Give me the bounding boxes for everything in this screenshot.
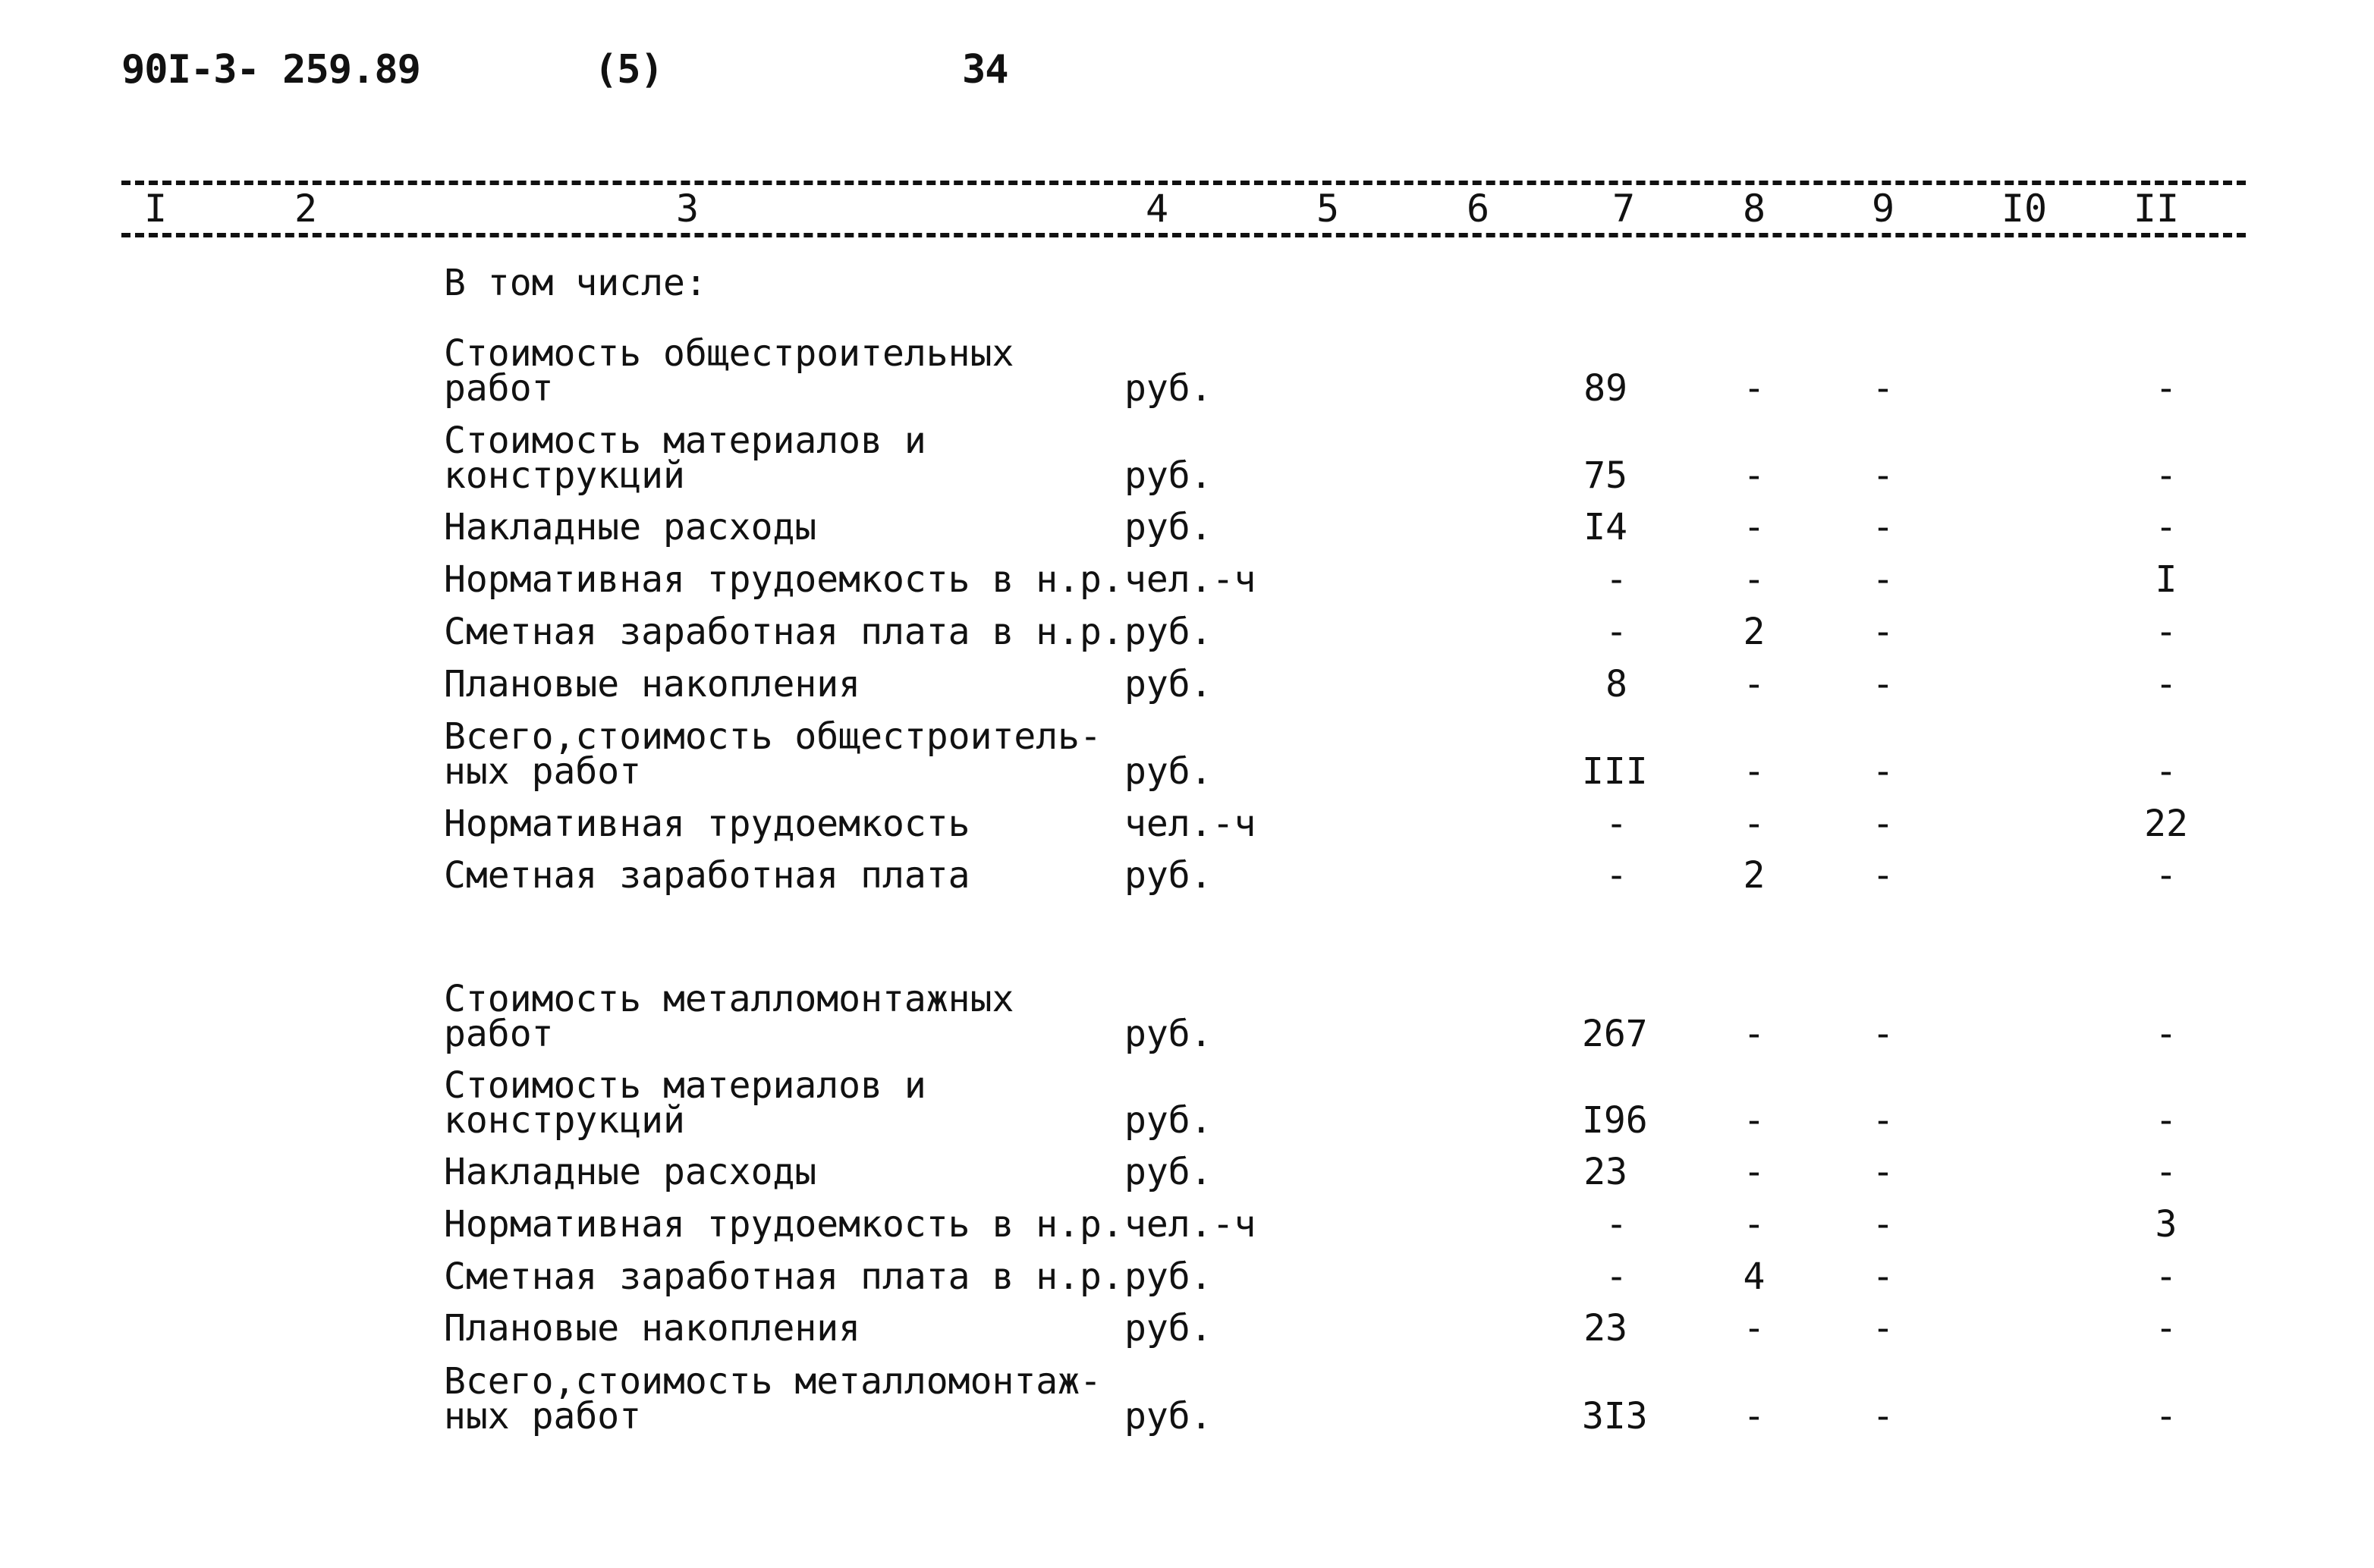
- unit-cell: руб.: [1124, 854, 1212, 897]
- item-name-line-2: Накладные расходы: [444, 506, 817, 548]
- item-name-line-1: Стоимость материалов и: [444, 1064, 926, 1107]
- col11-cell: -: [2155, 663, 2177, 705]
- item-name-line-2: работ: [444, 1013, 554, 1055]
- col9-cell: -: [1872, 1307, 1894, 1350]
- item-name-line-2: Сметная заработная плата в н.р.: [444, 1255, 1124, 1298]
- table-top-rule: [121, 181, 2246, 185]
- col11-cell: -: [2155, 367, 2177, 410]
- section-heading: В том числе:: [444, 262, 707, 304]
- col9-cell: -: [1872, 454, 1894, 497]
- col11-cell: -: [2155, 1013, 2177, 1055]
- unit-cell: руб.: [1124, 1395, 1212, 1438]
- col7-cell: -: [1605, 611, 1627, 653]
- unit-cell: руб.: [1124, 454, 1212, 497]
- col7-cell: -: [1605, 558, 1627, 601]
- col7-cell: I4: [1583, 506, 1627, 548]
- column-number: I0: [2001, 187, 2048, 231]
- unit-cell: руб.: [1124, 1151, 1212, 1193]
- col8-cell: -: [1743, 663, 1766, 705]
- item-name-line-1: Стоимость металломонтажных: [444, 978, 1014, 1020]
- item-name-line-1: Стоимость материалов и: [444, 419, 926, 462]
- col11-cell: 22: [2144, 803, 2188, 845]
- col8-cell: 2: [1743, 611, 1766, 653]
- item-name-line-2: конструкций: [444, 454, 685, 497]
- col9-cell: -: [1872, 1099, 1894, 1142]
- col8-cell: -: [1743, 1203, 1766, 1246]
- item-name-line-1: Стоимость общестроительных: [444, 332, 1014, 375]
- unit-cell: руб.: [1124, 1255, 1212, 1298]
- item-name-line-2: Нормативная трудоемкость в н.р.: [444, 558, 1124, 601]
- col7-cell: 3I3: [1582, 1395, 1648, 1438]
- col9-cell: -: [1872, 803, 1894, 845]
- col11-cell: -: [2155, 750, 2177, 793]
- col7-cell: -: [1605, 1203, 1627, 1246]
- unit-cell: чел.-ч: [1124, 1203, 1256, 1246]
- col9-cell: -: [1872, 663, 1894, 705]
- col8-cell: 2: [1743, 854, 1766, 897]
- col9-cell: -: [1872, 750, 1894, 793]
- column-number: 5: [1316, 187, 1340, 231]
- item-name-line-2: Нормативная трудоемкость: [444, 803, 970, 845]
- unit-cell: чел.-ч: [1124, 558, 1256, 601]
- col7-cell: 267: [1582, 1013, 1648, 1055]
- col8-cell: -: [1743, 1307, 1766, 1350]
- col9-cell: -: [1872, 506, 1894, 548]
- unit-cell: руб.: [1124, 663, 1212, 705]
- col7-cell: -: [1605, 854, 1627, 897]
- unit-cell: руб.: [1124, 1013, 1212, 1055]
- col9-cell: -: [1872, 558, 1894, 601]
- col7-cell: I96: [1582, 1099, 1648, 1142]
- col9-cell: -: [1872, 854, 1894, 897]
- col8-cell: -: [1743, 750, 1766, 793]
- col8-cell: -: [1743, 1395, 1766, 1438]
- col7-cell: -: [1605, 1255, 1627, 1298]
- unit-cell: чел.-ч: [1124, 803, 1256, 845]
- col9-cell: -: [1872, 1255, 1894, 1298]
- col11-cell: -: [2155, 611, 2177, 653]
- col11-cell: -: [2155, 1307, 2177, 1350]
- unit-cell: руб.: [1124, 1307, 1212, 1350]
- item-name-line-2: Сметная заработная плата в н.р.: [444, 611, 1124, 653]
- col9-cell: -: [1872, 1203, 1894, 1246]
- unit-cell: руб.: [1124, 367, 1212, 410]
- col9-cell: -: [1872, 367, 1894, 410]
- item-name-line-2: ных работ: [444, 750, 642, 793]
- unit-cell: руб.: [1124, 611, 1212, 653]
- col8-cell: 4: [1743, 1255, 1766, 1298]
- item-name-line-1: Всего,стоимость металломонтаж-: [444, 1360, 1102, 1403]
- item-name-line-2: конструкций: [444, 1099, 685, 1142]
- col8-cell: -: [1743, 506, 1766, 548]
- col11-cell: -: [2155, 854, 2177, 897]
- column-number: 6: [1466, 187, 1490, 231]
- column-number: 2: [294, 187, 318, 231]
- col7-cell: -: [1605, 803, 1627, 845]
- col8-cell: -: [1743, 1151, 1766, 1193]
- col9-cell: -: [1872, 1151, 1894, 1193]
- item-name-line-2: работ: [444, 367, 554, 410]
- col11-cell: -: [2155, 1099, 2177, 1142]
- page-number: 34: [962, 47, 1008, 93]
- item-name-line-2: Плановые накопления: [444, 663, 861, 705]
- col9-cell: -: [1872, 611, 1894, 653]
- column-number: II: [2133, 187, 2180, 231]
- item-name-line-2: Плановые накопления: [444, 1307, 861, 1350]
- col7-cell: 23: [1583, 1307, 1627, 1350]
- unit-cell: руб.: [1124, 506, 1212, 548]
- doc-code: 90I-3- 259.89: [121, 47, 420, 93]
- item-name-line-2: Нормативная трудоемкость в н.р.: [444, 1203, 1124, 1246]
- item-name-line-1: Всего,стоимость общестроитель-: [444, 715, 1102, 758]
- col8-cell: -: [1743, 454, 1766, 497]
- col8-cell: -: [1743, 558, 1766, 601]
- col11-cell: -: [2155, 506, 2177, 548]
- col9-cell: -: [1872, 1013, 1894, 1055]
- col11-cell: 3: [2155, 1203, 2177, 1246]
- col11-cell: -: [2155, 454, 2177, 497]
- sheet-mark: (5): [594, 47, 663, 93]
- col7-cell: 75: [1583, 454, 1627, 497]
- table-header-rule: [121, 233, 2246, 237]
- col9-cell: -: [1872, 1395, 1894, 1438]
- col7-cell: 89: [1583, 367, 1627, 410]
- col8-cell: -: [1743, 803, 1766, 845]
- unit-cell: руб.: [1124, 750, 1212, 793]
- col8-cell: -: [1743, 367, 1766, 410]
- col11-cell: I: [2155, 558, 2177, 601]
- column-number: 3: [675, 187, 700, 231]
- col11-cell: -: [2155, 1151, 2177, 1193]
- column-number: 9: [1871, 187, 1895, 231]
- unit-cell: руб.: [1124, 1099, 1212, 1142]
- col7-cell: 23: [1583, 1151, 1627, 1193]
- item-name-line-2: Сметная заработная плата: [444, 854, 970, 897]
- col11-cell: -: [2155, 1395, 2177, 1438]
- column-number: 7: [1611, 187, 1636, 231]
- column-number: 8: [1742, 187, 1766, 231]
- col11-cell: -: [2155, 1255, 2177, 1298]
- col7-cell: 8: [1605, 663, 1627, 705]
- column-number: 4: [1145, 187, 1169, 231]
- item-name-line-2: ных работ: [444, 1395, 642, 1438]
- item-name-line-2: Накладные расходы: [444, 1151, 817, 1193]
- col8-cell: -: [1743, 1099, 1766, 1142]
- col8-cell: -: [1743, 1013, 1766, 1055]
- column-number: I: [143, 187, 168, 231]
- col7-cell: III: [1582, 750, 1648, 793]
